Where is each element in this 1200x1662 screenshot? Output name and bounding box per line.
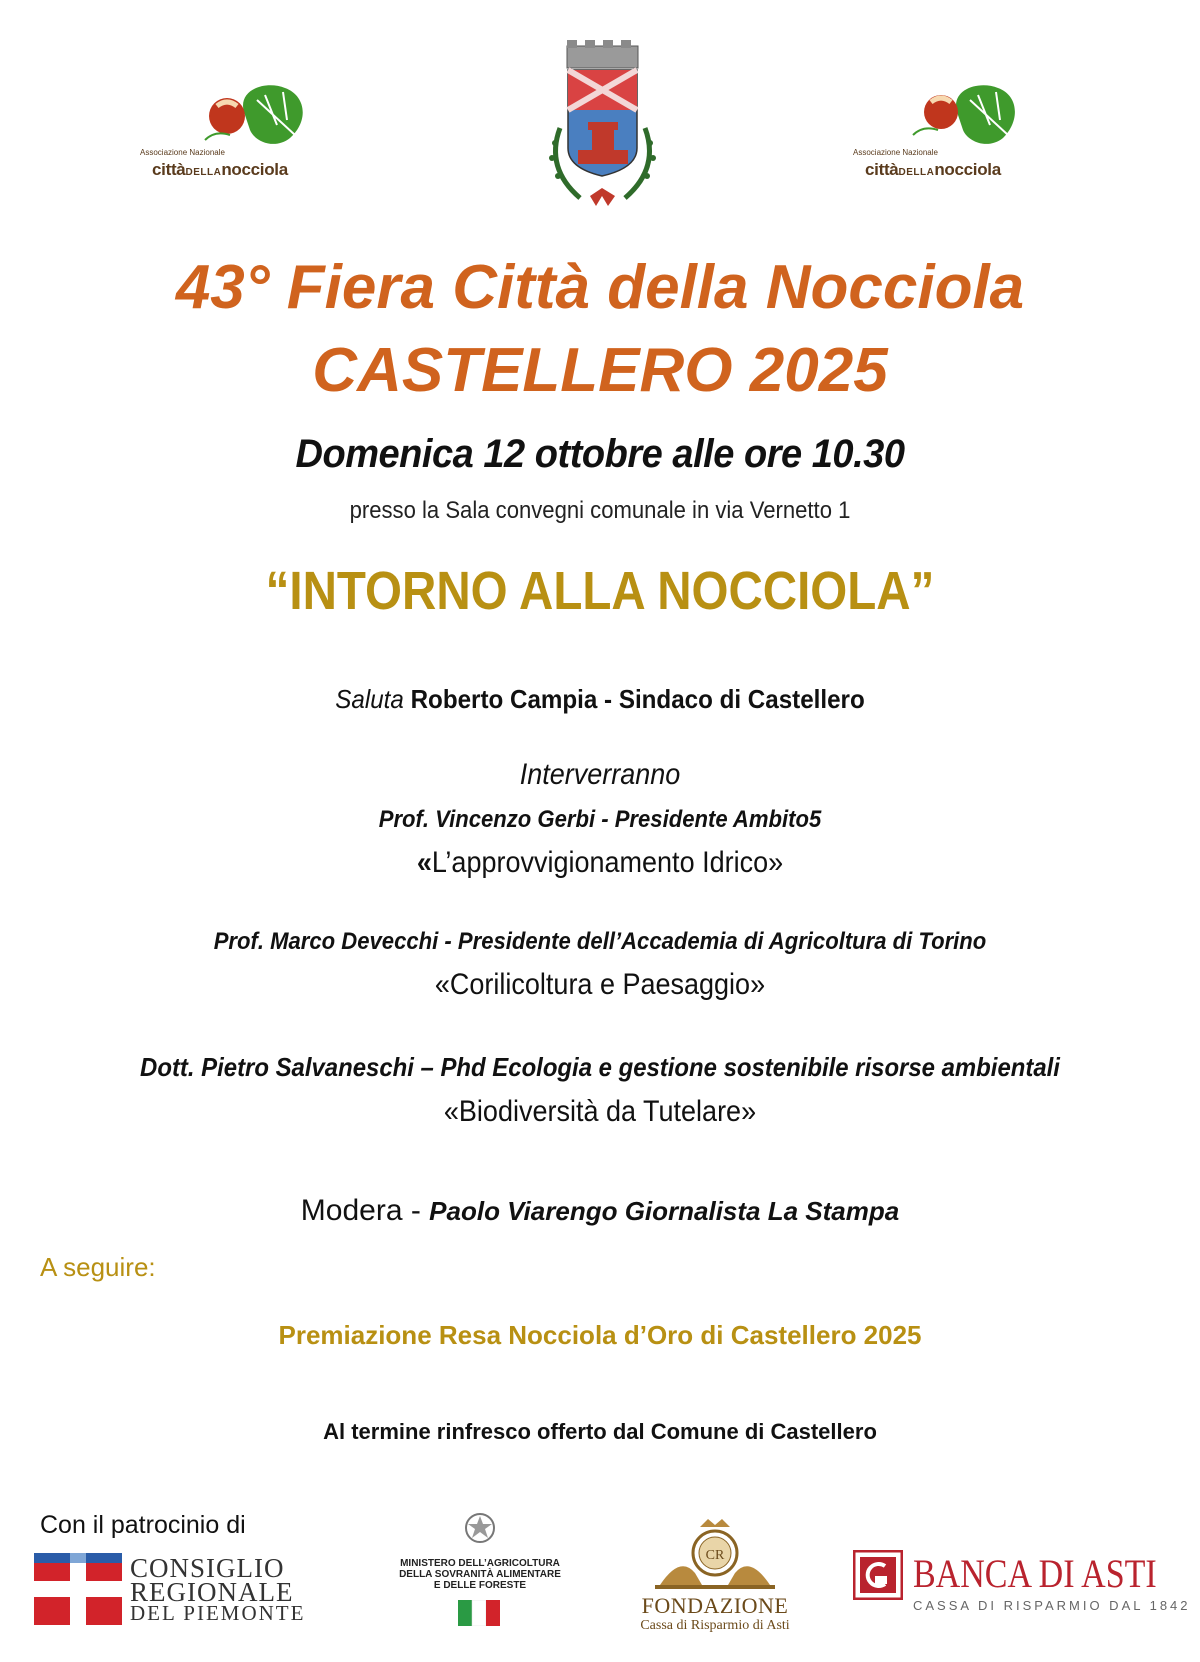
premiazione-line: Premiazione Resa Nocciola d’Oro di Castellero 2025 [278, 1320, 922, 1350]
talk-title: «Corilicoltura e Paesaggio» [434, 968, 766, 1001]
hazelnut-leaf-icon [903, 80, 1023, 150]
talk-text: L’approvvigionamento Idrico» [431, 846, 784, 879]
italian-flag-icon [458, 1600, 500, 1626]
italian-emblem-icon [463, 1510, 497, 1546]
patrocinio-label: Con il patrocinio di [40, 1511, 246, 1539]
citta-della-nocciola-logo-left: Associazione Nazionale cittàDELLAnocciola [140, 80, 330, 190]
modera-name: Paolo Viarengo Giornalista La Stampa [429, 1196, 900, 1226]
speaker-name: Prof. Vincenzo Gerbi - Presidente Ambito5 [378, 806, 822, 833]
talk-title [60, 846, 1140, 880]
fondazione-cr-asti-logo: CR FONDAZIONE Cassa di Risparmio di Asti [630, 1515, 800, 1640]
interverranno-label: Interverranno [519, 758, 681, 791]
hazelnut-leaf-icon [195, 80, 315, 150]
svg-text:CR: CR [705, 1548, 725, 1563]
event-date: Domenica 12 ottobre alle ore 10.30 [295, 432, 905, 476]
welcome-line [42, 684, 1158, 715]
banca-asti-mark-icon [853, 1550, 903, 1600]
moderator-line [0, 1194, 1200, 1228]
banca-di-asti-logo: BANCA DI ASTI CASSA DI RISPARMIO DAL 1842 [853, 1550, 1153, 1620]
termine-line: Al termine rinfresco offerto dal Comune di Castellero [323, 1419, 877, 1444]
consiglio-regionale-logo: CONSIGLIO REGIONALE DEL PIEMONTE [34, 1553, 324, 1625]
event-theme: “INTORNO ALLA NOCCIOLA” [265, 561, 935, 621]
a-seguire-label: A seguire: [40, 1252, 156, 1282]
event-subtitle: CASTELLERO 2025 [312, 336, 888, 405]
event-place: presso la Sala convegni comunale in via Vernetto 1 [349, 497, 851, 524]
talk-open-quote: « [416, 846, 432, 879]
ministero-agricoltura-logo: MINISTERO DELL’AGRICOLTURA DELLA SOVRANITÀ ALIMENTARE E DELLE FORESTE [385, 1510, 575, 1630]
municipal-crest-icon [530, 38, 675, 218]
fondazione-emblem-icon [650, 1515, 780, 1591]
piemonte-flag-icon [34, 1553, 122, 1625]
saluta-label: Saluta [335, 684, 404, 714]
speaker-name: Prof. Marco Devecchi - Presidente dell’Accademia di Agricoltura di Torino [213, 928, 987, 955]
saluta-name: Roberto Campia - Sindaco di Castellero [410, 684, 865, 714]
speaker-name: Dott. Pietro Salvaneschi – Phd Ecologia e gestione sostenibile risorse ambientali [140, 1052, 1060, 1082]
talk-title: «Biodiversità da Tutelare» [443, 1095, 757, 1128]
modera-label: Modera - [300, 1194, 421, 1227]
event-title: 43° Fiera Città della Nocciola [175, 253, 1025, 322]
citta-della-nocciola-logo-right: Associazione Nazionale cittàDELLAnocciola [853, 80, 1043, 190]
